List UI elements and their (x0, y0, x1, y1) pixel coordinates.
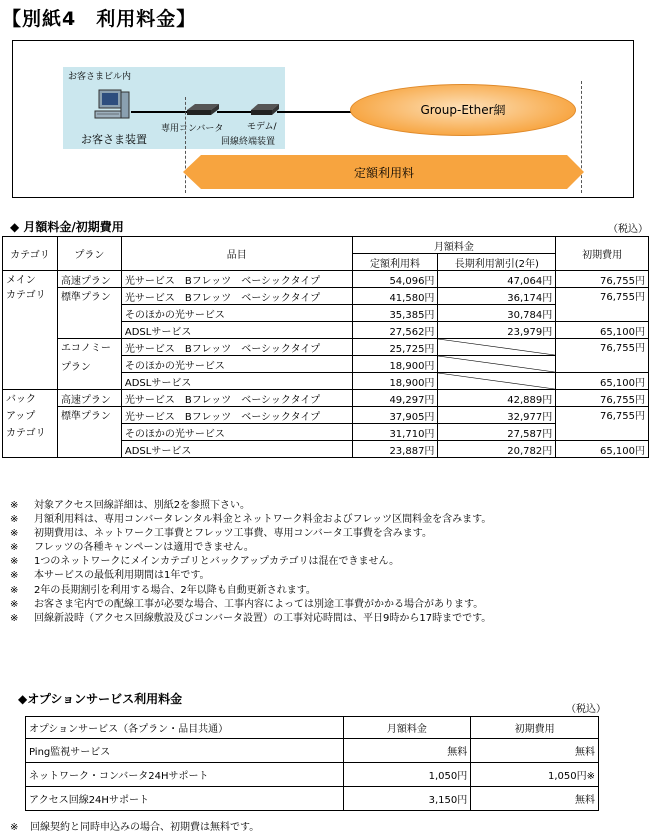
item-cell: 光サービス Bフレッツ ベーシックタイプ (121, 271, 352, 288)
options-tax-note: （税込） (566, 704, 606, 715)
tax-note: （税込） (608, 224, 648, 235)
options-header-initial: 初期費用 (471, 717, 599, 739)
option-name: ネットワーク・コンバータ24Hサポート (26, 763, 344, 787)
category-main (3, 271, 58, 390)
item-cell: そのほかの光サービス (121, 424, 352, 441)
item-cell: 光サービス Bフレッツ ベーシックタイプ (121, 390, 352, 407)
fixed-fee-cell: 35,385円 (352, 305, 438, 322)
plan-cell: 高速プラン (57, 390, 121, 407)
options-header-service: オプションサービス（各プラン・品目共通） (26, 717, 344, 739)
option-monthly: 無料 (343, 739, 471, 763)
fixed-fee-cell: 27,562円 (352, 322, 438, 339)
plan-cell: 標準プラン (57, 288, 121, 339)
item-cell: ADSLサービス (121, 441, 352, 458)
long-term-cell: 42,889円 (438, 390, 556, 407)
category-backup (3, 390, 58, 458)
not-applicable-cell (438, 373, 556, 390)
plan-cell: 標準プラン (57, 407, 121, 458)
header-monthly: 月額料金 (352, 237, 556, 254)
customer-device-label: お客さま装置 (81, 133, 147, 146)
building-label: お客さまビル内 (68, 72, 132, 82)
item-cell: ADSLサービス (121, 322, 352, 339)
option-initial: 無料 (471, 739, 599, 763)
header-initial: 初期費用 (556, 237, 649, 271)
network-diagram (12, 40, 634, 198)
fixed-fee-label: 定額利用料 (353, 166, 414, 180)
plan-label: エコノミー (60, 343, 111, 354)
connection-line (277, 111, 353, 113)
category-label: メイン (6, 275, 36, 286)
connection-line (131, 111, 191, 113)
not-applicable-cell (438, 356, 556, 373)
long-term-cell: 30,784円 (438, 305, 556, 322)
converter-icon (185, 102, 221, 118)
table-row (3, 288, 649, 305)
table-row (3, 390, 649, 407)
notes-list (10, 499, 491, 626)
fixed-fee-cell: 54,096円 (352, 271, 438, 288)
item-cell: ADSLサービス (121, 373, 352, 390)
option-monthly: 1,050円 (343, 763, 471, 787)
page-title: 【別紙4 利用料金】 (2, 8, 197, 30)
fixed-fee-cell: 49,297円 (352, 390, 438, 407)
options-note: ※ 回線契約と同時申込みの場合、初期費は無料です。 (10, 822, 260, 833)
line-terminal-label: 回線終端装置 (221, 137, 276, 147)
category-label: バック (6, 394, 36, 405)
plan-cell: 高速プラン (57, 271, 121, 288)
plan-label: プラン (60, 362, 91, 373)
options-header-monthly: 月額料金 (343, 717, 471, 739)
initial-fee-cell: 76,755円 (556, 390, 649, 407)
table-row (3, 339, 649, 356)
header-category: カテゴリ (3, 237, 58, 271)
initial-fee-cell: 76,755円 (556, 407, 649, 441)
note-item: ※ 1つのネットワークにメインカテゴリとバックアップカテゴリは混在できません。 (10, 556, 400, 568)
table-row (26, 787, 599, 811)
initial-fee-cell: 65,100円 (556, 373, 649, 390)
fixed-fee-cell: 18,900円 (352, 356, 438, 373)
long-term-cell: 32,977円 (438, 407, 556, 424)
note-item: ※ フレッツの各種キャンペーンは適用できません。 (10, 542, 254, 554)
option-initial: 1,050円※ (471, 763, 599, 787)
modem-icon (249, 102, 281, 118)
network-label: Group-Ether網 (420, 103, 506, 117)
computer-icon (93, 89, 133, 125)
note-item: ※ 初期費用は、ネットワーク工事費とフレッツ工事費、専用コンバータ工事費を含みます。 (10, 528, 432, 540)
table-row (3, 407, 649, 424)
plan-cell-economy (57, 339, 121, 390)
monthly-heading: ◆ 月額料金/初期費用 (10, 220, 124, 234)
note-item: ※ 対象アクセス回線詳細は、別紙2を参照下さい。 (10, 500, 251, 511)
header-item: 品目 (121, 237, 352, 271)
fixed-fee-cell: 18,900円 (352, 373, 438, 390)
note-item: ※ 本サービスの最低利用期間は1年です。 (10, 570, 210, 582)
long-term-cell: 47,064円 (438, 271, 556, 288)
item-cell: そのほかの光サービス (121, 305, 352, 322)
monthly-fee-table (2, 236, 649, 458)
item-cell: 光サービス Bフレッツ ベーシックタイプ (121, 407, 352, 424)
modem-label: モデム/ (247, 122, 277, 132)
not-applicable-cell (438, 339, 556, 356)
options-table (25, 716, 599, 811)
item-cell: 光サービス Bフレッツ ベーシックタイプ (121, 288, 352, 305)
note-item: ※ 2年の長期割引を利用する場合、2年以降も自動更新されます。 (10, 584, 316, 596)
converter-label: 専用コンバータ (161, 124, 224, 134)
option-monthly: 3,150円 (343, 787, 471, 811)
fixed-fee-cell: 37,905円 (352, 407, 438, 424)
option-name: アクセス回線24Hサポート (26, 787, 344, 811)
fixed-fee-cell: 41,580円 (352, 288, 438, 305)
note-item: ※ 月額利用料は、専用コンバータレンタル料金とネットワーク料金およびフレッツ区間料金を含みます。 (10, 514, 492, 526)
note-item: ※ お客さま宅内での配線工事が必要な場合、工事内容によっては別途工事費がかかる場合があります。 (10, 598, 484, 610)
option-initial: 無料 (471, 787, 599, 811)
initial-fee-cell: 76,755円 (556, 288, 649, 322)
long-term-cell: 36,174円 (438, 288, 556, 305)
category-label: アップ (6, 411, 36, 422)
category-label: カテゴリ (6, 290, 46, 301)
table-row (26, 763, 599, 787)
fixed-fee-cell: 25,725円 (352, 339, 438, 356)
table-row (3, 271, 649, 288)
initial-fee-cell: 76,755円 (556, 339, 649, 373)
fixed-fee-cell: 23,887円 (352, 441, 438, 458)
header-long-term: 長期利用割引(2年) (438, 254, 556, 271)
header-plan: プラン (57, 237, 121, 271)
initial-fee-cell: 65,100円 (556, 441, 649, 458)
long-term-cell: 23,979円 (438, 322, 556, 339)
option-name: Ping監視サービス (26, 739, 344, 763)
table-row (26, 739, 599, 763)
header-fixed: 定額利用料 (352, 254, 438, 271)
category-label: カテゴリ (6, 428, 46, 439)
initial-fee-cell: 76,755円 (556, 271, 649, 288)
long-term-cell: 27,587円 (438, 424, 556, 441)
initial-fee-cell: 65,100円 (556, 322, 649, 339)
note-item: ※ 回線新設時（アクセス回線敷設及びコンバータ設置）の工事対応時間は、平日9時から17時までです。 (10, 612, 492, 624)
item-cell: そのほかの光サービス (121, 356, 352, 373)
long-term-cell: 20,782円 (438, 441, 556, 458)
options-heading: ◆オプションサービス利用料金 (18, 692, 183, 706)
fixed-fee-cell: 31,710円 (352, 424, 438, 441)
item-cell: 光サービス Bフレッツ ベーシックタイプ (121, 339, 352, 356)
